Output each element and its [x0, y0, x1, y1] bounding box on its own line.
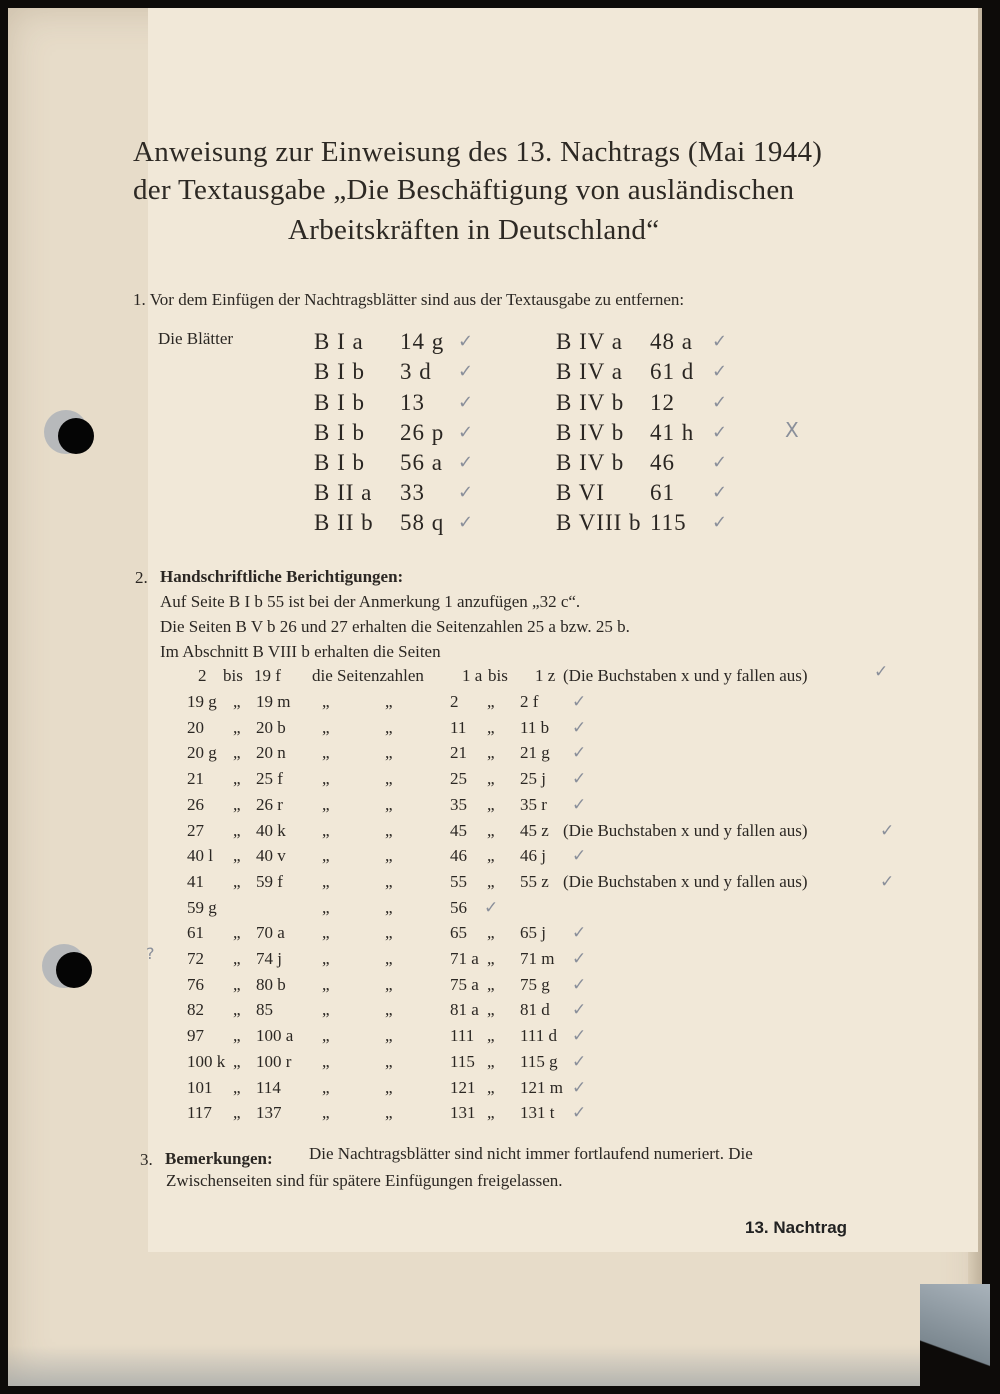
row-to: 137 [256, 1103, 282, 1122]
table-row [0, 718, 1000, 742]
right-page: 115 [650, 510, 687, 535]
row-new-to: 75 g [520, 975, 550, 994]
check-mark-icon: ✓ [712, 331, 728, 352]
check-mark-icon: ✓ [880, 872, 895, 892]
ditto-mark: „ [233, 1000, 241, 1019]
ditto-mark: „ [322, 821, 330, 840]
ditto-mark: „ [487, 1000, 495, 1019]
ditto-mark: „ [385, 949, 393, 968]
check-mark-icon: ✓ [572, 1052, 587, 1072]
right-page: 48 a [650, 329, 693, 354]
check-mark-icon: ✓ [572, 692, 587, 712]
row-note: (Die Buchstaben x und y fallen aus) [563, 872, 808, 891]
ditto-mark: „ [233, 846, 241, 865]
row-note: (Die Buchstaben x und y fallen aus) [563, 821, 808, 840]
table-row [0, 769, 1000, 793]
renumber-new-bis: bis [488, 666, 508, 685]
right-sheet: B VIII b [556, 510, 642, 535]
row-to: 100 r [256, 1052, 292, 1071]
right-page: 61 [650, 480, 675, 505]
row-new-to: 121 m [520, 1078, 563, 1097]
row-new-to: 81 d [520, 1000, 550, 1019]
section-2-line-2: Die Seiten B V b 26 und 27 erhalten die Seitenzahlen 25 a bzw. 25 b. [160, 617, 630, 636]
row-to: 26 r [256, 795, 283, 814]
section-3-line-1: Die Nachtragsblätter sind nicht immer fortlaufend numeriert. Die [309, 1144, 753, 1163]
check-mark-icon: ✓ [484, 898, 499, 918]
ditto-mark: „ [322, 872, 330, 891]
table-row [0, 1052, 1000, 1076]
row-new-from: 25 [450, 769, 467, 788]
ditto-mark: „ [487, 872, 495, 891]
footer-label: 13. Nachtrag [745, 1218, 848, 1237]
row-new-to: 2 f [520, 692, 539, 711]
ditto-mark: „ [385, 821, 393, 840]
check-mark-icon: ✓ [458, 422, 474, 443]
title-line-3: Arbeitskräften in Deutschland“ [288, 214, 660, 246]
row-from: 20 g [187, 743, 217, 762]
left-sheet: B I b [314, 450, 365, 475]
title-line-2: der Textausgabe „Die Beschäftigung von ausländischen [133, 174, 795, 206]
ditto-mark: „ [233, 821, 241, 840]
check-mark-icon: ✓ [572, 846, 587, 866]
left-page: 26 p [400, 420, 445, 445]
table-row [0, 975, 1000, 999]
ditto-mark: „ [322, 975, 330, 994]
row-to: 40 k [256, 821, 286, 840]
table-row [0, 1000, 1000, 1024]
ditto-mark: „ [487, 975, 495, 994]
ditto-mark: „ [322, 769, 330, 788]
left-page: 3 d [400, 359, 432, 384]
check-mark-icon: ✓ [712, 422, 728, 443]
table-row [0, 1078, 1000, 1102]
ditto-mark: „ [233, 975, 241, 994]
row-to: 70 a [256, 923, 285, 942]
ditto-mark: „ [487, 923, 495, 942]
check-mark-icon: ✓ [458, 512, 474, 533]
row-to: 19 m [256, 692, 291, 711]
check-mark-icon: ✓ [572, 1026, 587, 1046]
row-to: 100 a [256, 1026, 294, 1045]
ditto-mark: „ [233, 769, 241, 788]
row-from: 82 [187, 1000, 204, 1019]
right-sheet: B IV a [556, 329, 623, 354]
row-to: 25 f [256, 769, 283, 788]
row-new-to: 115 g [520, 1052, 558, 1071]
left-page: 14 g [400, 329, 445, 354]
ditto-mark: „ [322, 1078, 330, 1097]
check-mark-icon: ✓ [880, 821, 895, 841]
ditto-mark: „ [233, 949, 241, 968]
right-sheet: B IV b [556, 450, 625, 475]
left-page: 33 [400, 480, 425, 505]
check-mark-icon: ✓ [712, 512, 728, 533]
row-new-from: 65 [450, 923, 467, 942]
check-mark-icon: ✓ [712, 452, 728, 473]
table-row [0, 795, 1000, 819]
row-new-from: 46 [450, 846, 467, 865]
check-mark-icon: ✓ [874, 662, 889, 682]
ditto-mark: „ [233, 1078, 241, 1097]
section-2-number: 2. [135, 568, 148, 587]
ditto-mark: „ [487, 692, 495, 711]
row-to: 20 n [256, 743, 286, 762]
renumber-new-to: 1 z [535, 666, 556, 685]
punch-hole-top [58, 418, 94, 454]
renumber-bis: bis [223, 666, 243, 685]
row-new-from: 55 [450, 872, 467, 891]
ditto-mark: „ [385, 846, 393, 865]
ditto-mark: „ [487, 1026, 495, 1045]
row-new-to: 21 g [520, 743, 550, 762]
check-mark-icon: ✓ [572, 923, 587, 943]
check-mark-icon: ✓ [458, 331, 474, 352]
row-from: 101 [187, 1078, 213, 1097]
ditto-mark: „ [233, 795, 241, 814]
ditto-mark: „ [233, 1026, 241, 1045]
row-new-from: 11 [450, 718, 467, 737]
ditto-mark: „ [385, 795, 393, 814]
check-mark-icon: ✓ [712, 361, 728, 382]
ditto-mark: „ [322, 743, 330, 762]
ditto-mark: „ [487, 718, 495, 737]
ditto-mark: „ [487, 743, 495, 762]
row-new-to: 65 j [520, 923, 546, 942]
renumber-header-row [0, 662, 1000, 690]
right-sheet: B IV b [556, 390, 625, 415]
row-new-to: 35 r [520, 795, 547, 814]
section-3-line-2: Zwischenseiten sind für spätere Einfügungen freigelassen. [166, 1171, 563, 1190]
check-mark-icon: ✓ [572, 769, 587, 789]
table-row [0, 743, 1000, 767]
ditto-mark: „ [487, 1078, 495, 1097]
row-to: 85 [256, 1000, 273, 1019]
table-row [0, 898, 1000, 922]
renumber-label: die Seitenzahlen [312, 666, 424, 685]
ditto-mark: „ [385, 872, 393, 891]
ditto-mark: „ [322, 923, 330, 942]
row-new-from: 71 a [450, 949, 479, 968]
row-from: 40 l [187, 846, 213, 865]
row-to: 114 [256, 1078, 281, 1097]
ditto-mark: „ [322, 1026, 330, 1045]
row-from: 41 [187, 872, 204, 891]
ditto-mark: „ [385, 923, 393, 942]
question-mark-icon: ? [146, 944, 155, 963]
row-from: 76 [187, 975, 204, 994]
ditto-mark: „ [233, 923, 241, 942]
left-sheet: B II a [314, 480, 373, 505]
check-mark-icon: ✓ [458, 392, 474, 413]
check-mark-icon: ✓ [572, 795, 587, 815]
right-page: 46 [650, 450, 675, 475]
cross-mark-icon: X [785, 418, 799, 442]
ditto-mark: „ [322, 898, 330, 917]
renumber-from: 2 [198, 666, 207, 685]
sheets-label: Die Blätter [158, 329, 234, 348]
row-new-from: 56 [450, 898, 467, 917]
ditto-mark: „ [233, 872, 241, 891]
check-mark-icon: ✓ [458, 482, 474, 503]
renumber-note: (Die Buchstaben x und y fallen aus) [563, 666, 808, 685]
check-mark-icon: ✓ [458, 361, 474, 382]
ditto-mark: „ [385, 718, 393, 737]
ditto-mark: „ [322, 1052, 330, 1071]
check-mark-icon: ✓ [572, 949, 587, 969]
right-page: 41 h [650, 420, 695, 445]
row-new-to: 55 z [520, 872, 549, 891]
row-to: 80 b [256, 975, 286, 994]
check-mark-icon: ✓ [572, 743, 587, 763]
torn-corner [920, 1284, 990, 1394]
ditto-mark: „ [487, 769, 495, 788]
row-to: 59 f [256, 872, 283, 891]
ditto-mark: „ [487, 846, 495, 865]
row-new-from: 81 a [450, 1000, 479, 1019]
right-sheet: B IV a [556, 359, 623, 384]
check-mark-icon: ✓ [572, 975, 587, 995]
ditto-mark: „ [233, 743, 241, 762]
row-new-to: 25 j [520, 769, 546, 788]
row-from: 61 [187, 923, 204, 942]
ditto-mark: „ [385, 1103, 393, 1122]
row-from: 19 g [187, 692, 217, 711]
renumber-to: 19 f [254, 666, 281, 685]
left-sheet: B I b [314, 390, 365, 415]
ditto-mark: „ [487, 1103, 495, 1122]
ditto-mark: „ [322, 949, 330, 968]
ditto-mark: „ [233, 718, 241, 737]
ditto-mark: „ [322, 718, 330, 737]
row-from: 21 [187, 769, 204, 788]
ditto-mark: „ [385, 975, 393, 994]
section-2-line-3: Im Abschnitt B VIII b erhalten die Seiten [160, 642, 441, 661]
check-mark-icon: ✓ [458, 452, 474, 473]
row-from: 26 [187, 795, 204, 814]
check-mark-icon: ✓ [712, 482, 728, 503]
ditto-mark: „ [385, 1052, 393, 1071]
ditto-mark: „ [385, 743, 393, 762]
ditto-mark: „ [385, 898, 393, 917]
check-mark-icon: ✓ [572, 1103, 587, 1123]
row-new-from: 2 [450, 692, 459, 711]
left-page: 13 [400, 390, 425, 415]
row-new-from: 75 a [450, 975, 479, 994]
left-sheet: B I b [314, 420, 365, 445]
row-to: 20 b [256, 718, 286, 737]
table-row [0, 1103, 1000, 1127]
section-2-heading: Handschriftliche Berichtigungen: [160, 567, 404, 586]
table-row [0, 1026, 1000, 1050]
row-new-to: 45 z [520, 821, 549, 840]
left-sheet: B II b [314, 510, 374, 535]
section-3-heading: Bemerkungen: [165, 1149, 273, 1168]
table-row [0, 821, 1000, 845]
ditto-mark: „ [233, 1052, 241, 1071]
check-mark-icon: ✓ [572, 1078, 587, 1098]
row-new-from: 21 [450, 743, 467, 762]
ditto-mark: „ [385, 1078, 393, 1097]
check-mark-icon: ✓ [712, 392, 728, 413]
ditto-mark: „ [487, 821, 495, 840]
row-new-from: 35 [450, 795, 467, 814]
row-from: 59 g [187, 898, 217, 917]
left-page: 58 q [400, 510, 445, 535]
row-new-from: 121 [450, 1078, 476, 1097]
right-page: 61 d [650, 359, 695, 384]
ditto-mark: „ [322, 1000, 330, 1019]
row-to: 40 v [256, 846, 286, 865]
ditto-mark: „ [322, 795, 330, 814]
row-new-from: 131 [450, 1103, 476, 1122]
row-new-to: 46 j [520, 846, 546, 865]
ditto-mark: „ [487, 949, 495, 968]
check-mark-icon: ✓ [572, 1000, 587, 1020]
table-row [0, 846, 1000, 870]
table-row [0, 872, 1000, 896]
row-from: 117 [187, 1103, 212, 1122]
ditto-mark: „ [233, 692, 241, 711]
right-sheet: B IV b [556, 420, 625, 445]
row-new-from: 111 [450, 1026, 475, 1045]
row-new-to: 71 m [520, 949, 555, 968]
row-new-from: 45 [450, 821, 467, 840]
section-2-line-1: Auf Seite B I b 55 ist bei der Anmerkung 1 anzufügen „32 c“. [160, 592, 581, 611]
ditto-mark: „ [233, 1103, 241, 1122]
ditto-mark: „ [487, 795, 495, 814]
row-new-from: 115 [450, 1052, 475, 1071]
ditto-mark: „ [385, 692, 393, 711]
row-new-to: 11 b [520, 718, 550, 737]
row-from: 97 [187, 1026, 204, 1045]
ditto-mark: „ [385, 1000, 393, 1019]
row-from: 100 k [187, 1052, 226, 1071]
title-line-1: Anweisung zur Einweisung des 13. Nachtrags (Mai 1944) [133, 136, 823, 168]
row-from: 72 [187, 949, 204, 968]
ditto-mark: „ [322, 846, 330, 865]
left-sheet: B I a [314, 329, 364, 354]
table-row [0, 692, 1000, 716]
section-3-number: 3. [140, 1150, 153, 1169]
left-sheet: B I b [314, 359, 365, 384]
check-mark-icon: ✓ [572, 718, 587, 738]
left-page: 56 a [400, 450, 443, 475]
row-new-to: 111 d [520, 1026, 557, 1045]
ditto-mark: „ [487, 1052, 495, 1071]
ditto-mark: „ [322, 1103, 330, 1122]
section-1-heading: 1. Vor dem Einfügen der Nachtragsblätter sind aus der Textausgabe zu entfernen: [133, 290, 685, 309]
right-sheet: B VI [556, 480, 605, 505]
right-page: 12 [650, 390, 675, 415]
row-from: 27 [187, 821, 204, 840]
row-new-to: 131 t [520, 1103, 555, 1122]
paper-shadow [8, 1346, 982, 1386]
ditto-mark: „ [385, 1026, 393, 1045]
row-to: 74 j [256, 949, 282, 968]
ditto-mark: „ [385, 769, 393, 788]
renumber-new-from: 1 a [462, 666, 483, 685]
ditto-mark: „ [322, 692, 330, 711]
row-from: 20 [187, 718, 204, 737]
